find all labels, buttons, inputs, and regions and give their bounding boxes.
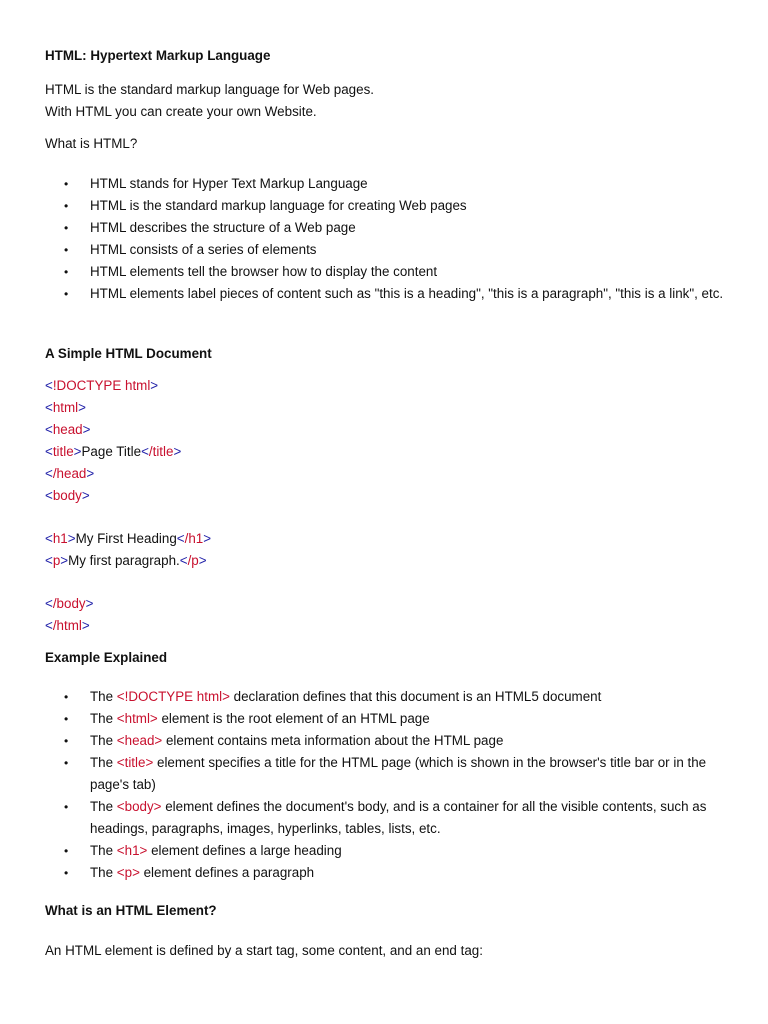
bullet-icon: • bbox=[64, 690, 69, 704]
bullet-icon: • bbox=[64, 177, 69, 191]
bullet-icon: • bbox=[64, 734, 69, 748]
html-element-heading: What is an HTML Element? bbox=[45, 903, 217, 918]
code-line: <head> bbox=[45, 422, 91, 437]
intro-line-1: HTML is the standard markup language for Web pages. bbox=[45, 82, 374, 97]
code-line: <p>My first paragraph.</p> bbox=[45, 553, 207, 568]
code-line: <html> bbox=[45, 400, 86, 415]
document-title: HTML: Hypertext Markup Language bbox=[45, 48, 271, 63]
simple-doc-heading: A Simple HTML Document bbox=[45, 346, 212, 361]
html-element-text: An HTML element is defined by a start tag, some content, and an end tag: bbox=[45, 943, 483, 958]
code-line: </html> bbox=[45, 618, 90, 633]
bullet-icon: • bbox=[64, 265, 69, 279]
intro-line-2: With HTML you can create your own Website. bbox=[45, 104, 317, 119]
bullet-icon: • bbox=[64, 712, 69, 726]
code-line: </head> bbox=[45, 466, 95, 481]
code-line: <!DOCTYPE html> bbox=[45, 378, 159, 393]
code-line: <title>Page Title</title> bbox=[45, 444, 182, 459]
bullet-icon: • bbox=[64, 756, 69, 770]
bullet-icon: • bbox=[64, 221, 69, 235]
bullet-icon: • bbox=[64, 844, 69, 858]
bullet-icon: • bbox=[64, 199, 69, 213]
bullet-icon: • bbox=[64, 866, 69, 880]
code-line: <body> bbox=[45, 488, 90, 503]
bullet-icon: • bbox=[64, 287, 69, 301]
code-line: </body> bbox=[45, 596, 94, 611]
code-line: <h1>My First Heading</h1> bbox=[45, 531, 212, 546]
bullet-icon: • bbox=[64, 243, 69, 257]
bullet-icon: • bbox=[64, 800, 69, 814]
what-is-html-heading: What is HTML? bbox=[45, 136, 138, 151]
example-explained-heading: Example Explained bbox=[45, 650, 168, 665]
